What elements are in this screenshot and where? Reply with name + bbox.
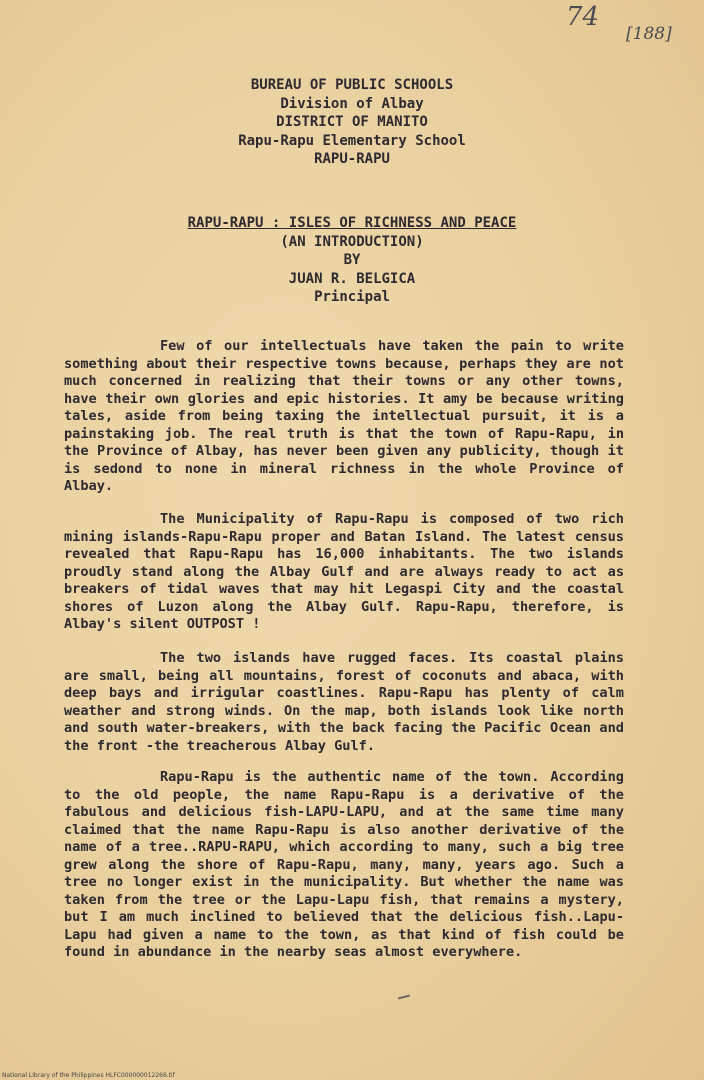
pencil-mark bbox=[398, 994, 410, 999]
document-subtitle: (AN INTRODUCTION) bbox=[280, 233, 424, 250]
paragraph-text: Few of our intellectuals have taken the pain to write something about their respective towns because, perhaps they are not much concerned in realizing that their towns or any other towns, have their own glories and epic histories. It amy be because writing tales, aside from being taxing the intellectual pursuit, it is a painstaking job. The real truth is that the town of Rapu-Rapu, in the Province of Albay, has never been given any publicity, though it is sedond to none in mineral richness in the whole Province of Albay. bbox=[64, 338, 624, 494]
handwritten-reference: [188] bbox=[626, 24, 672, 44]
header-district: DISTRICT OF MANITO bbox=[276, 114, 428, 130]
author-name: JUAN R. BELGICA bbox=[288, 270, 416, 287]
document-title: RAPU-RAPU : ISLES OF RICHNESS AND PEACE bbox=[187, 215, 517, 231]
handwritten-page-number: 74 bbox=[566, 2, 600, 32]
paragraph-2 bbox=[64, 511, 624, 634]
header-division: Division of Albay bbox=[280, 95, 424, 112]
author-role: Principal bbox=[314, 289, 390, 305]
paragraph-1 bbox=[64, 338, 624, 496]
letterhead bbox=[0, 76, 704, 169]
paragraph-text: The two islands have rugged faces. Its coastal plains are small, being all mountains, forest of coconuts and abaca, with deep bays and irrigular coastlines. Rapu-Rapu has plenty of calm weather and strong winds. On the map, both islands look like north and south water-breakers, with the back facing the Pacific Ocean and the front -the treacherous Albay Gulf. bbox=[64, 650, 624, 754]
paragraph-3 bbox=[64, 650, 624, 755]
header-school: Rapu-Rapu Elementary School bbox=[238, 132, 466, 149]
paragraph-text: Rapu-Rapu is the authentic name of the town. According to the old people, the name Rapu-Rapu is a derivative of the fabulous and delicious fish-LAPU-LAPU, and at the same time many claimed that the name Rapu-Rapu is also another derivative of the name of a tree..RAPU-RAPU, which according to many, such a big tree grew along the shore of Rapu-Rapu, many, many, years ago. Such a tree no longer exist in the municipality. But whether the name was taken from the tree or the Lapu-Lapu fish, that remains a mystery, but I am much inclined to believed that the delicious fish..Lapu-Lapu had given a name to the town, as that kind of fish could be found in abundance in the nearby seas almost everywhere. bbox=[64, 769, 624, 960]
byline-by: BY bbox=[343, 252, 361, 268]
header-bureau: BUREAU OF PUBLIC SCHOOLS bbox=[250, 77, 454, 93]
header-town: RAPU-RAPU bbox=[314, 151, 390, 167]
archive-footer: National Library of the Philippines HLFC000000012266.tif bbox=[2, 1072, 175, 1079]
paragraph-4 bbox=[64, 769, 624, 962]
title-block bbox=[0, 214, 704, 307]
paragraph-text: The Municipality of Rapu-Rapu is composed of two rich mining islands-Rapu-Rapu proper and Batan Island. The latest census revealed that Rapu-Rapu has 16,000 inhabitants. The two islands proudly stand along the Albay Gulf and are always ready to act as breakers of tidal waves that may hit Legaspi City and the coastal shores of Luzon along the Albay Gulf. Rapu-Rapu, therefore, is Albay's silent OUTPOST ! bbox=[64, 511, 624, 632]
